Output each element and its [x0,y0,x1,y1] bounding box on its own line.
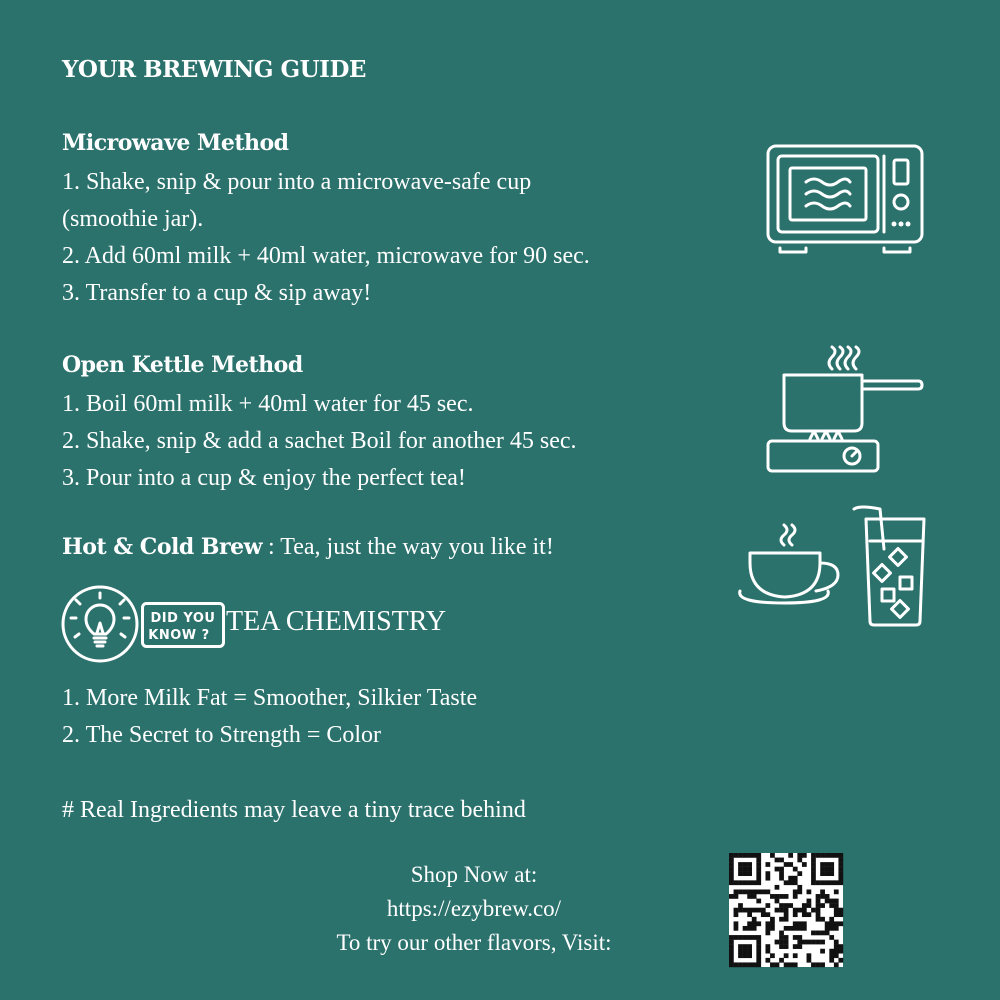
kettle-steps [62,386,577,497]
did-you-know-badge [141,602,225,648]
kettle-step: 3. Pour into a cup & enjoy the perfect tea! [62,465,466,491]
saucepan-on-stove-icon [766,345,924,475]
microwave-step: 2. Add 60ml milk + 40ml water, microwave for 90 sec. [62,243,590,269]
iced-tea-glass-icon [852,505,926,627]
hot-cold-label: Hot & Cold Brew [62,534,263,560]
hot-tea-cup-icon [736,525,848,609]
chemistry-fact: 1. More Milk Fat = Smoother, Silkier Taste [62,685,478,711]
shop-line: Shop Now at: [410,862,538,887]
hot-cold-line [62,534,554,561]
chemistry-fact: 2. The Secret to Strength = Color [62,722,382,748]
chemistry-facts [62,680,477,754]
kettle-heading: Open Kettle Method [62,352,303,378]
ingredients-note: # Real Ingredients may leave a tiny trace behind [62,797,526,823]
badge-line-1: DID YOU [150,611,216,626]
kettle-step: 1. Boil 60ml milk + 40ml water for 45 sec. [62,391,474,417]
microwave-step: 1. Shake, snip & pour into a microwave-safe cup [62,169,532,195]
qr-code-icon[interactable] [729,853,843,967]
microwave-step: (smoothie jar). [62,206,204,232]
microwave-heading: Microwave Method [62,130,289,156]
lightbulb-icon [62,586,142,666]
badge-line-2: KNOW ? [148,628,210,643]
page-title: YOUR BREWING GUIDE [62,56,366,83]
hot-cold-text: : Tea, just the way you like it! [262,534,554,560]
microwave-icon [766,144,924,256]
microwave-steps [62,164,590,312]
kettle-step: 2. Shake, snip & add a sachet Boil for another 45 sec. [62,428,577,454]
shop-line: To try our other flavors, Visit: [336,930,612,955]
shop-url[interactable]: https://ezybrew.co/ [386,896,562,921]
microwave-step: 3. Transfer to a cup & sip away! [62,280,372,306]
chemistry-title: TEA CHEMISTRY [226,606,447,637]
shop-block [270,858,678,960]
